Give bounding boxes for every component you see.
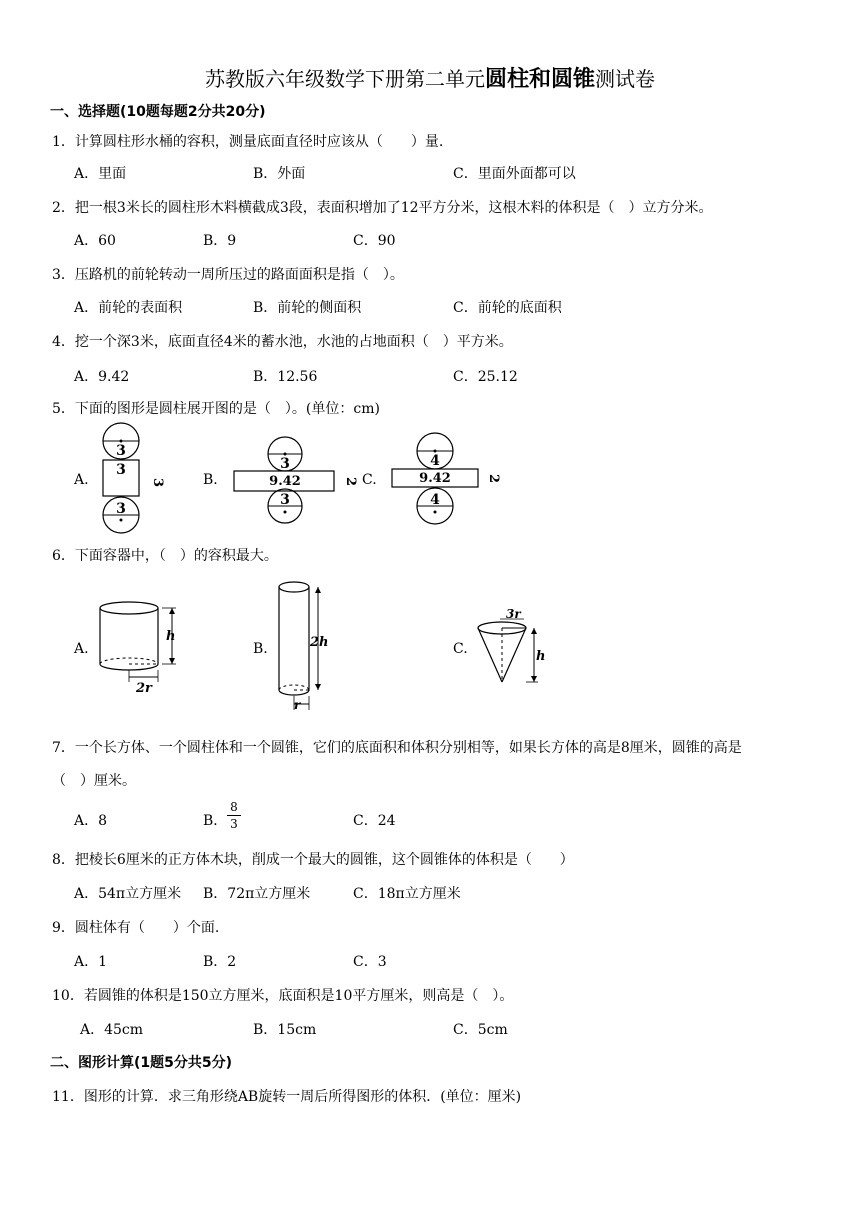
label-rect-length: 3 — [116, 462, 126, 478]
container-b-tall-cylinder — [272, 578, 332, 714]
option-c: C. — [453, 641, 468, 657]
label-rect-height: 2 — [343, 477, 358, 487]
question-text: 8．把棱长6厘米的正方体木块，削成一个最大的圆锥，这个圆锥体的体积是（ ） — [52, 852, 574, 868]
fraction-denominator: 3 — [230, 817, 238, 831]
label-rect-height: 2 — [486, 474, 501, 484]
option-c: C．里面外面都可以 — [453, 166, 576, 182]
page-title: 苏教版六年级数学下册第二单元圆柱和圆锥测试卷 — [204, 67, 655, 92]
question-text: 9．圆柱体有（ ）个面. — [52, 920, 220, 936]
label-radius: r — [294, 698, 301, 712]
option-c: C．25.12 — [453, 369, 518, 385]
question-text: 3．压路机的前轮转动一周所压过的路面面积是指（ ）。 — [52, 267, 404, 283]
option-a: A．9.42 — [74, 369, 130, 385]
option-c: C. — [362, 472, 377, 488]
question-text: 4．挖一个深3米，底面直径4米的蓄水池，水池的占地面积（ ）平方米。 — [52, 334, 513, 350]
option-c: C．3 — [353, 954, 387, 970]
question-text: 10．若圆锥的体积是150立方厘米，底面积是10平方厘米，则高是（ ）。 — [52, 988, 514, 1004]
option-a: A．里面 — [74, 166, 127, 182]
option-a: A．54π立方厘米 — [74, 886, 182, 902]
label-bottom-diameter: 3 — [280, 492, 290, 508]
section-heading: 一、选择题(10题每题2分共20分) — [50, 104, 266, 120]
option-b: B. — [253, 641, 268, 657]
label-bottom-diameter: 4 — [430, 492, 440, 508]
label-height: h — [536, 649, 546, 664]
label-rect-length: 9.42 — [419, 471, 451, 486]
option-b: B．9 — [203, 233, 237, 249]
label-top-diameter: 3 — [280, 456, 290, 472]
question-text: 1．计算圆柱形水桶的容积，测量底面直径时应该从（ ）量. — [52, 134, 444, 150]
container-c-cone — [472, 606, 552, 688]
question-text: 2．把一根3米长的圆柱形木料横截成3段，表面积增加了12平方分米，这根木料的体积是（ ）立方分米。 — [52, 200, 713, 216]
cylinder-net-c-figure — [388, 432, 501, 526]
option-c: C．24 — [353, 813, 396, 829]
section-heading: 二、图形计算(1题5分共5分) — [50, 1055, 233, 1071]
label-rect-height: 3 — [150, 478, 165, 488]
label-radius: 3r — [506, 607, 521, 621]
option-b: B．前轮的侧面积 — [253, 300, 362, 316]
label-top-diameter: 4 — [430, 453, 440, 469]
option-c: C．5cm — [453, 1022, 508, 1038]
cylinder-net-b-figure — [230, 436, 358, 524]
question-text: 11．图形的计算．求三角形绕AB旋转一周后所得图形的体积．(单位：厘米) — [52, 1089, 522, 1105]
fraction-eight-thirds — [227, 800, 241, 831]
question-text: 6．下面容器中，（ ）的容积最大。 — [52, 548, 278, 564]
option-a: A．前轮的表面积 — [74, 300, 183, 316]
option-b: B． — [203, 813, 228, 829]
question-text-continued: （ ）厘米。 — [52, 773, 136, 789]
option-b: B．72π立方厘米 — [203, 886, 311, 902]
option-b: B．12.56 — [253, 369, 318, 385]
option-c: C．18π立方厘米 — [353, 886, 461, 902]
label-top-diameter: 3 — [116, 443, 126, 459]
cylinder-net-a-figure — [98, 422, 165, 536]
option-b: B. — [203, 472, 218, 488]
option-a: A．45cm — [80, 1022, 144, 1038]
option-a: A. — [74, 641, 89, 657]
option-a: A. — [74, 472, 89, 488]
option-a: A．1 — [74, 954, 108, 970]
option-a: A．60 — [74, 233, 116, 249]
label-bottom-diameter: 3 — [116, 501, 126, 517]
question-text: 5．下面的图形是圆柱展开图的是（ ）。(单位：cm) — [52, 401, 380, 417]
option-a: A．8 — [74, 813, 108, 829]
label-rect-length: 9.42 — [269, 474, 301, 489]
option-b: B．2 — [203, 954, 237, 970]
fraction-numerator: 8 — [230, 800, 238, 814]
label-height: h — [166, 629, 176, 644]
label-height: 2h — [310, 635, 329, 650]
option-b: B．15cm — [253, 1022, 317, 1038]
option-c: C．90 — [353, 233, 396, 249]
label-radius: 2r — [136, 681, 152, 696]
option-c: C．前轮的底面积 — [453, 300, 562, 316]
container-a-wide-cylinder — [96, 598, 186, 696]
question-text: 7．一个长方体、一个圆柱体和一个圆锥，它们的底面积和体积分别相等，如果长方体的高是8厘米，圆锥的高是 — [52, 740, 742, 756]
option-b: B．外面 — [253, 166, 306, 182]
